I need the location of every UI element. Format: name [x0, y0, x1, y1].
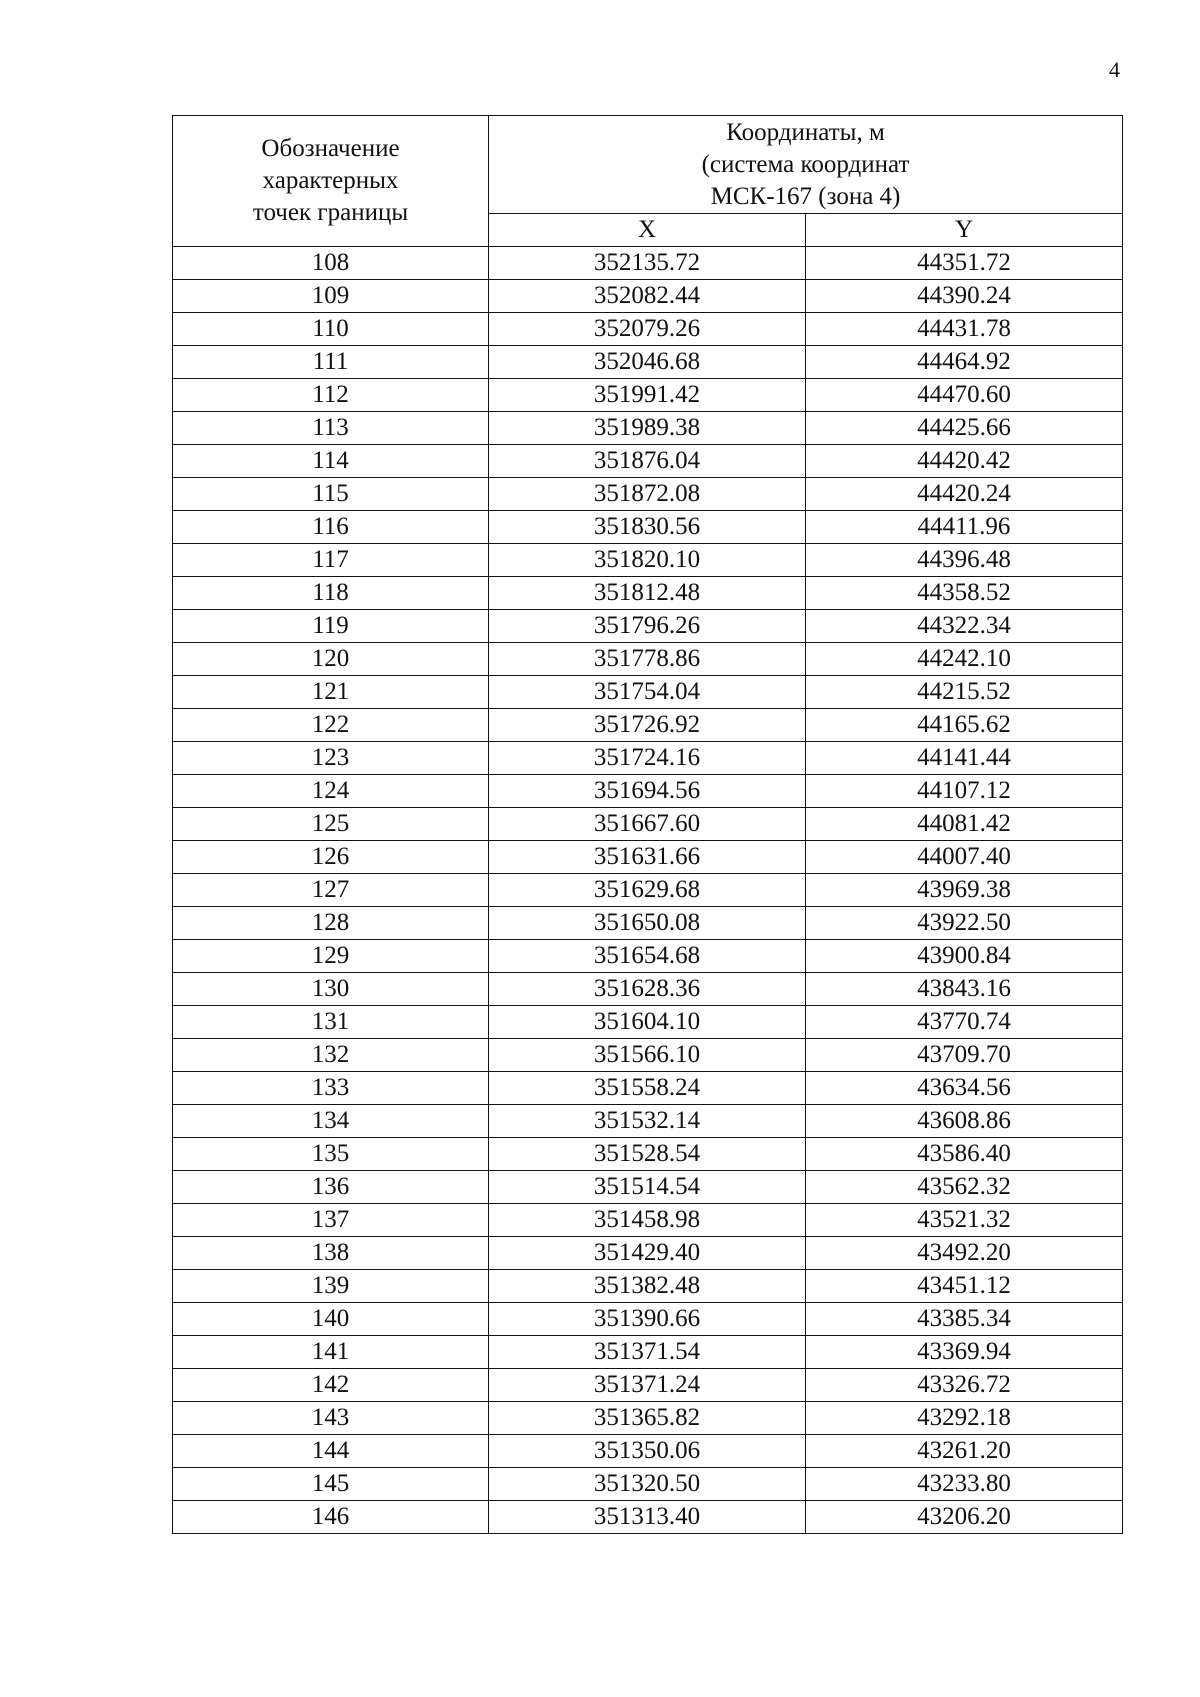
cell-y: 43922.50: [806, 907, 1123, 940]
cell-point: 128: [173, 907, 489, 940]
cell-x: 351458.98: [489, 1204, 806, 1237]
cell-point: 120: [173, 643, 489, 676]
cell-x: 351350.06: [489, 1435, 806, 1468]
cell-y: 43326.72: [806, 1369, 1123, 1402]
cell-y: 44425.66: [806, 412, 1123, 445]
header-point-designation: [173, 116, 489, 247]
cell-point: 130: [173, 973, 489, 1006]
cell-x: 351429.40: [489, 1237, 806, 1270]
cell-point: 113: [173, 412, 489, 445]
table-row: [173, 676, 1123, 709]
table-row: [173, 1468, 1123, 1501]
cell-y: 43292.18: [806, 1402, 1123, 1435]
cell-point: 126: [173, 841, 489, 874]
header-designation-line-1: Обозначение: [261, 135, 400, 162]
cell-x: 351382.48: [489, 1270, 806, 1303]
table-row: [173, 973, 1123, 1006]
cell-point: 142: [173, 1369, 489, 1402]
cell-x: 352046.68: [489, 346, 806, 379]
cell-x: 351371.54: [489, 1336, 806, 1369]
table-row: [173, 610, 1123, 643]
cell-y: 43709.70: [806, 1039, 1123, 1072]
cell-x: 351558.24: [489, 1072, 806, 1105]
cell-x: 352079.26: [489, 313, 806, 346]
cell-x: 351604.10: [489, 1006, 806, 1039]
table-row: [173, 412, 1123, 445]
cell-point: 117: [173, 544, 489, 577]
cell-x: 352135.72: [489, 247, 806, 280]
cell-y: 44411.96: [806, 511, 1123, 544]
cell-y: 44351.72: [806, 247, 1123, 280]
cell-x: 351989.38: [489, 412, 806, 445]
table-header: [173, 116, 1123, 247]
table-row: [173, 1402, 1123, 1435]
cell-point: 115: [173, 478, 489, 511]
table-row: [173, 577, 1123, 610]
cell-point: 143: [173, 1402, 489, 1435]
table-row: [173, 841, 1123, 874]
cell-x: 351694.56: [489, 775, 806, 808]
cell-x: 351390.66: [489, 1303, 806, 1336]
cell-point: 122: [173, 709, 489, 742]
cell-point: 111: [173, 346, 489, 379]
cell-y: 44420.42: [806, 445, 1123, 478]
cell-x: 351991.42: [489, 379, 806, 412]
table-row: [173, 742, 1123, 775]
table-row: [173, 313, 1123, 346]
table-row: [173, 1072, 1123, 1105]
cell-y: 43369.94: [806, 1336, 1123, 1369]
cell-x: 351528.54: [489, 1138, 806, 1171]
cell-point: 123: [173, 742, 489, 775]
cell-y: 43233.80: [806, 1468, 1123, 1501]
cell-point: 136: [173, 1171, 489, 1204]
header-designation-line-3: точек границы: [252, 199, 409, 226]
cell-y: 44165.62: [806, 709, 1123, 742]
cell-point: 146: [173, 1501, 489, 1534]
table-row: [173, 1270, 1123, 1303]
cell-point: 121: [173, 676, 489, 709]
table-row: [173, 511, 1123, 544]
cell-point: 116: [173, 511, 489, 544]
cell-x: 351371.24: [489, 1369, 806, 1402]
cell-x: 351726.92: [489, 709, 806, 742]
cell-x: 351629.68: [489, 874, 806, 907]
cell-point: 108: [173, 247, 489, 280]
cell-point: 131: [173, 1006, 489, 1039]
cell-y: 43586.40: [806, 1138, 1123, 1171]
cell-x: 351830.56: [489, 511, 806, 544]
table-row: [173, 907, 1123, 940]
cell-y: 43608.86: [806, 1105, 1123, 1138]
cell-point: 127: [173, 874, 489, 907]
cell-point: 134: [173, 1105, 489, 1138]
cell-point: 135: [173, 1138, 489, 1171]
table-row: [173, 1435, 1123, 1468]
cell-y: 43900.84: [806, 940, 1123, 973]
cell-x: 351796.26: [489, 610, 806, 643]
cell-y: 44007.40: [806, 841, 1123, 874]
cell-x: 351650.08: [489, 907, 806, 940]
cell-x: 351876.04: [489, 445, 806, 478]
cell-y: 43562.32: [806, 1171, 1123, 1204]
table-row: [173, 478, 1123, 511]
cell-y: 44107.12: [806, 775, 1123, 808]
header-coordinates-line-2: (система координат: [701, 150, 910, 178]
cell-x: 351778.86: [489, 643, 806, 676]
cell-y: 43634.56: [806, 1072, 1123, 1105]
cell-y: 43261.20: [806, 1435, 1123, 1468]
cell-x: 351654.68: [489, 940, 806, 973]
table-row: [173, 346, 1123, 379]
header-x: X: [489, 214, 806, 247]
cell-point: 124: [173, 775, 489, 808]
cell-x: 351812.48: [489, 577, 806, 610]
cell-y: 44242.10: [806, 643, 1123, 676]
cell-x: 351514.54: [489, 1171, 806, 1204]
table-row: [173, 1501, 1123, 1534]
cell-y: 44396.48: [806, 544, 1123, 577]
coordinates-table: [172, 115, 1123, 1534]
cell-point: 119: [173, 610, 489, 643]
cell-point: 132: [173, 1039, 489, 1072]
table-row: [173, 445, 1123, 478]
table-row: [173, 1369, 1123, 1402]
cell-y: 43385.34: [806, 1303, 1123, 1336]
cell-x: 351628.36: [489, 973, 806, 1006]
cell-y: 44431.78: [806, 313, 1123, 346]
cell-y: 44358.52: [806, 577, 1123, 610]
cell-point: 139: [173, 1270, 489, 1303]
cell-point: 141: [173, 1336, 489, 1369]
header-designation-line-2: характерных: [262, 167, 399, 194]
table-row: [173, 940, 1123, 973]
cell-point: 129: [173, 940, 489, 973]
cell-point: 110: [173, 313, 489, 346]
table-row: [173, 1006, 1123, 1039]
table-row: [173, 709, 1123, 742]
cell-x: 351872.08: [489, 478, 806, 511]
cell-x: 351754.04: [489, 676, 806, 709]
cell-x: 351532.14: [489, 1105, 806, 1138]
cell-point: 144: [173, 1435, 489, 1468]
cell-point: 118: [173, 577, 489, 610]
cell-y: 43770.74: [806, 1006, 1123, 1039]
page-number: 4: [1109, 57, 1120, 82]
cell-y: 44390.24: [806, 280, 1123, 313]
table-row: [173, 808, 1123, 841]
header-coordinates: [489, 116, 1123, 214]
cell-x: 351320.50: [489, 1468, 806, 1501]
cell-y: 43969.38: [806, 874, 1123, 907]
table-row: [173, 1303, 1123, 1336]
cell-x: 351365.82: [489, 1402, 806, 1435]
table-row: [173, 1171, 1123, 1204]
table-row: [173, 1204, 1123, 1237]
table-row: [173, 1105, 1123, 1138]
cell-y: 43492.20: [806, 1237, 1123, 1270]
cell-point: 145: [173, 1468, 489, 1501]
cell-x: 351820.10: [489, 544, 806, 577]
table-row: [173, 280, 1123, 313]
header-coordinates-line-3: МСК-167 (зона 4): [710, 182, 901, 210]
table-row: [173, 643, 1123, 676]
cell-x: 351724.16: [489, 742, 806, 775]
cell-x: 351313.40: [489, 1501, 806, 1534]
table-row: [173, 775, 1123, 808]
cell-x: 352082.44: [489, 280, 806, 313]
cell-y: 44081.42: [806, 808, 1123, 841]
cell-y: 44322.34: [806, 610, 1123, 643]
header-y: Y: [806, 214, 1123, 247]
cell-point: 138: [173, 1237, 489, 1270]
table-row: [173, 1039, 1123, 1072]
cell-y: 43451.12: [806, 1270, 1123, 1303]
cell-point: 137: [173, 1204, 489, 1237]
cell-x: 351566.10: [489, 1039, 806, 1072]
cell-point: 133: [173, 1072, 489, 1105]
cell-point: 112: [173, 379, 489, 412]
table-body: [173, 247, 1123, 1534]
cell-y: 44215.52: [806, 676, 1123, 709]
cell-y: 44464.92: [806, 346, 1123, 379]
cell-y: 44470.60: [806, 379, 1123, 412]
cell-point: 114: [173, 445, 489, 478]
cell-point: 125: [173, 808, 489, 841]
table-row: [173, 1336, 1123, 1369]
table-row: [173, 379, 1123, 412]
cell-y: 44141.44: [806, 742, 1123, 775]
table-row: [173, 874, 1123, 907]
cell-y: 43843.16: [806, 973, 1123, 1006]
cell-y: 44420.24: [806, 478, 1123, 511]
cell-x: 351667.60: [489, 808, 806, 841]
table-row: [173, 1237, 1123, 1270]
cell-x: 351631.66: [489, 841, 806, 874]
header-coordinates-line-1: Координаты, м: [726, 118, 885, 146]
table-row: [173, 1138, 1123, 1171]
table-row: [173, 247, 1123, 280]
cell-y: 43206.20: [806, 1501, 1123, 1534]
table-row: [173, 544, 1123, 577]
cell-point: 109: [173, 280, 489, 313]
cell-y: 43521.32: [806, 1204, 1123, 1237]
cell-point: 140: [173, 1303, 489, 1336]
